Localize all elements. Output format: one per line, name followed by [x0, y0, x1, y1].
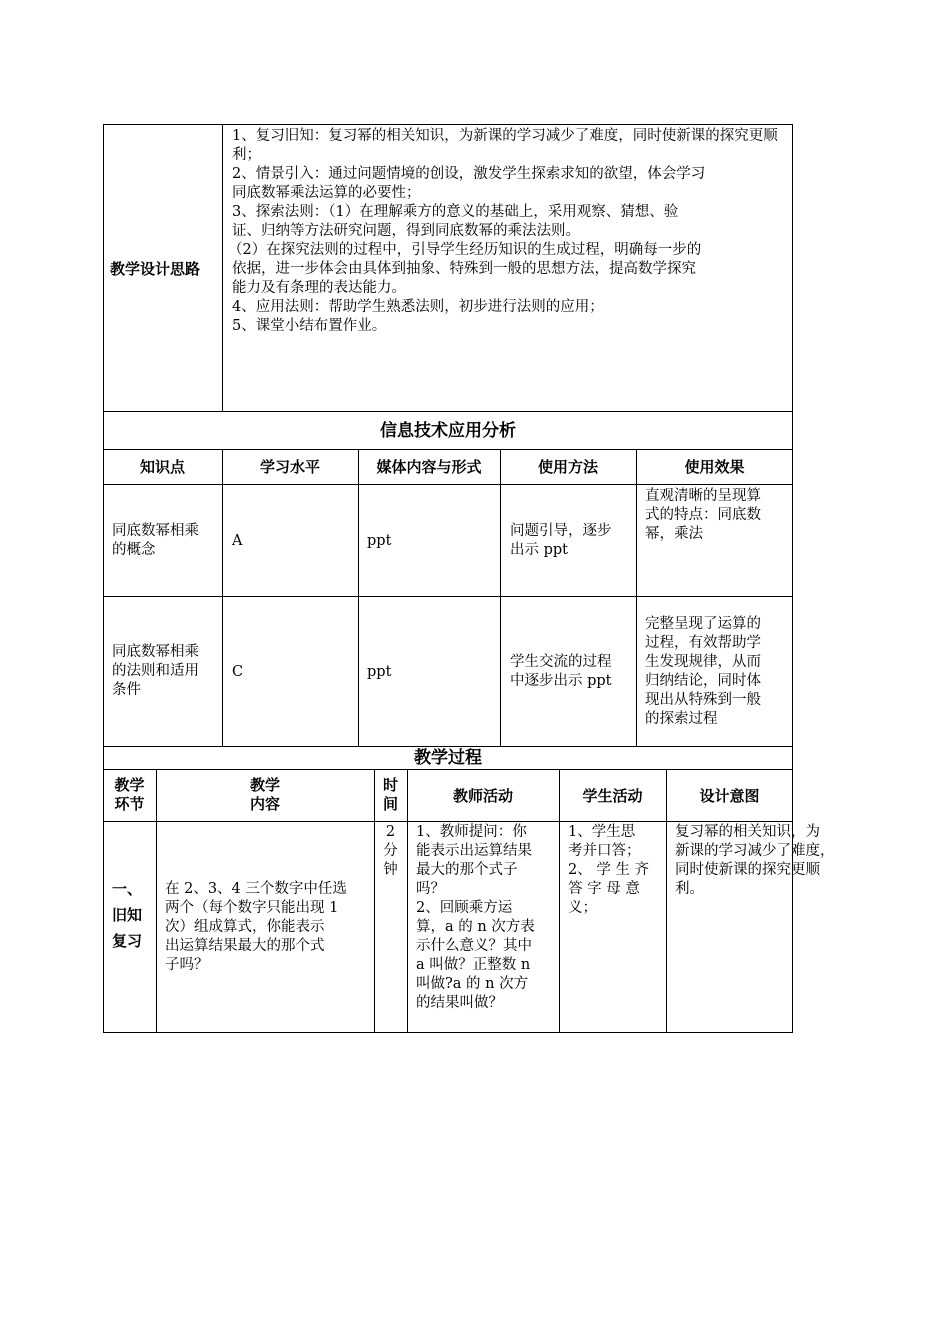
it-col-line	[500, 449, 501, 747]
it-col-line	[636, 449, 637, 747]
design-line: 依据，进一步体会由具体到抽象、特殊到一般的思想方法，提高数学探究	[232, 261, 696, 277]
student-line: 2、 学 生 齐	[568, 862, 650, 878]
it-header-effect: 使用效果	[684, 458, 745, 476]
design-line: 3、探索法则：（1）在理解乘方的意义的基础上，采用观察、猜想、验	[232, 204, 679, 220]
it-header-bottom-line	[103, 484, 793, 485]
cell-line: 直观清晰的呈现算	[645, 488, 761, 504]
design-divider	[222, 124, 223, 412]
header-line: 教学	[249, 776, 280, 794]
it-row1-effect	[645, 487, 761, 544]
stage-line: 旧知	[112, 906, 143, 924]
teacher-line: 吗？	[416, 881, 445, 897]
intent-line: 新课的学习减少了难度，	[675, 843, 835, 859]
design-line: 利；	[232, 147, 261, 163]
design-line: 4、应用法则：帮助学生熟悉法则，初步进行法则的应用；	[232, 299, 604, 315]
header-line: 教学	[114, 776, 145, 794]
it-header-top-line	[103, 449, 793, 450]
it-header-method: 使用方法	[537, 458, 598, 476]
process-header-content	[156, 776, 374, 814]
it-col-line	[358, 449, 359, 747]
teacher-line: 最大的那个式子	[416, 862, 518, 878]
design-label: 教学设计思路	[110, 260, 201, 278]
process-header-time	[374, 776, 407, 814]
it-header-media: 媒体内容与形式	[376, 458, 482, 476]
process-col-line	[559, 769, 560, 1033]
it-row-line	[103, 596, 793, 597]
cell-line: 现出从特殊到一般	[645, 692, 761, 708]
it-row1-level: A	[232, 533, 243, 549]
design-line: 能力及有条理的表达能力。	[232, 280, 406, 296]
it-row2-level: C	[232, 664, 244, 680]
teacher-line: 1、教师提问：你	[416, 824, 527, 840]
header-line: 间	[382, 795, 398, 813]
cell-line: 式的特点：同底数	[645, 507, 761, 523]
design-line: （2）在探究法则的过程中，引导学生经历知识的生成过程，明确每一步的	[228, 242, 702, 258]
header-line: 环节	[114, 795, 145, 813]
design-text	[228, 127, 872, 336]
it-row2-knowledge	[112, 643, 199, 700]
time-line: 分	[383, 843, 398, 859]
cell-line: 学生交流的过程	[510, 654, 612, 670]
design-line: 证、归纳等方法研究问题，得到同底数幂的乘法法则。	[232, 223, 580, 239]
it-header-knowledge: 知识点	[139, 458, 185, 476]
design-line: 5、课堂小结布置作业。	[232, 318, 387, 334]
design-line: 1、复习旧知：复习幂的相关知识，为新课的学习减少了难度，同时使新课的探究更顺	[232, 128, 778, 144]
process-student	[568, 823, 649, 918]
header-line: 时	[382, 776, 398, 794]
process-teacher	[416, 823, 535, 1013]
stage-line: 复习	[112, 932, 143, 950]
it-row2-effect	[645, 615, 761, 729]
content-line: 子吗？	[165, 957, 209, 973]
cell-line: 完整呈现了运算的	[645, 616, 761, 632]
teacher-line: a 叫做？正整数 n	[416, 957, 531, 973]
student-line: 答 字 母 意	[568, 881, 640, 897]
process-header-intent: 设计意图	[699, 787, 760, 805]
cell-line: 问题引导，逐步	[510, 523, 612, 539]
process-header-teacher: 教师活动	[452, 787, 513, 805]
process-header-bottom-line	[103, 821, 793, 822]
design-line: 同底数幂乘法运算的必要性；	[232, 185, 421, 201]
process-header-stage	[103, 776, 156, 814]
intent-line: 复习幂的相关知识，为	[675, 824, 820, 840]
it-section-title: 信息技术应用分析	[380, 421, 516, 441]
it-row1-media: ppt	[367, 533, 392, 549]
cell-line: 条件	[112, 682, 141, 698]
process-stage	[112, 876, 142, 954]
cell-line: 同底数幂相乘	[112, 523, 199, 539]
content-line: 两个（每个数字只能出现 1	[165, 900, 339, 916]
process-content	[165, 880, 347, 975]
stage-line: 一、	[112, 880, 143, 898]
it-row1-knowledge	[112, 522, 199, 560]
teacher-line: 能表示出运算结果	[416, 843, 532, 859]
cell-line: 的探索过程	[645, 711, 718, 727]
content-line: 出运算结果最大的那个式	[165, 938, 325, 954]
student-line: 考并口答；	[568, 843, 641, 859]
student-line: 1、学生思	[568, 824, 636, 840]
teacher-line: 2、回顾乘方运	[416, 900, 513, 916]
it-header-level: 学习水平	[259, 458, 320, 476]
process-time	[374, 823, 407, 880]
process-section-title: 教学过程	[414, 748, 482, 768]
content-line: 在 2、3、4 三个数字中任选	[165, 881, 347, 897]
teacher-line: 示什么意义？其中	[416, 938, 532, 954]
time-line: 钟	[383, 862, 398, 878]
process-header-student: 学生活动	[582, 787, 643, 805]
intent-line: 同时使新课的探究更顺	[675, 862, 820, 878]
it-row1-method	[510, 522, 612, 560]
cell-line: 出示 ppt	[510, 542, 568, 558]
it-row2-media: ppt	[367, 664, 392, 680]
cell-line: 的概念	[112, 542, 156, 558]
intent-line: 利。	[675, 881, 704, 897]
process-header-top-line	[103, 769, 793, 770]
student-line: 义；	[568, 900, 597, 916]
teacher-line: 算，a 的 n 次方表	[416, 919, 535, 935]
cell-line: 生发现规律，从而	[645, 654, 761, 670]
cell-line: 归纳结论，同时体	[645, 673, 761, 689]
teacher-line: 的结果叫做？	[416, 995, 503, 1011]
content-line: 次）组成算式，你能表示	[165, 919, 325, 935]
cell-line: 幂，乘法	[645, 526, 703, 542]
design-line: 2、情景引入：通过问题情境的创设，激发学生探索求知的欲望，体会学习	[232, 166, 706, 182]
cell-line: 同底数幂相乘	[112, 644, 199, 660]
it-col-line	[222, 449, 223, 747]
it-row2-method	[510, 653, 612, 691]
process-intent	[675, 823, 855, 899]
cell-line: 的法则和适用	[112, 663, 199, 679]
cell-line: 过程，有效帮助学	[645, 635, 761, 651]
header-line: 内容	[249, 795, 280, 813]
cell-line: 中逐步出示 ppt	[510, 673, 612, 689]
teacher-line: 叫做?a 的 n 次方	[416, 976, 529, 992]
time-line: 2	[385, 824, 396, 840]
process-col-line	[666, 769, 667, 1033]
process-col-line	[407, 769, 408, 1033]
